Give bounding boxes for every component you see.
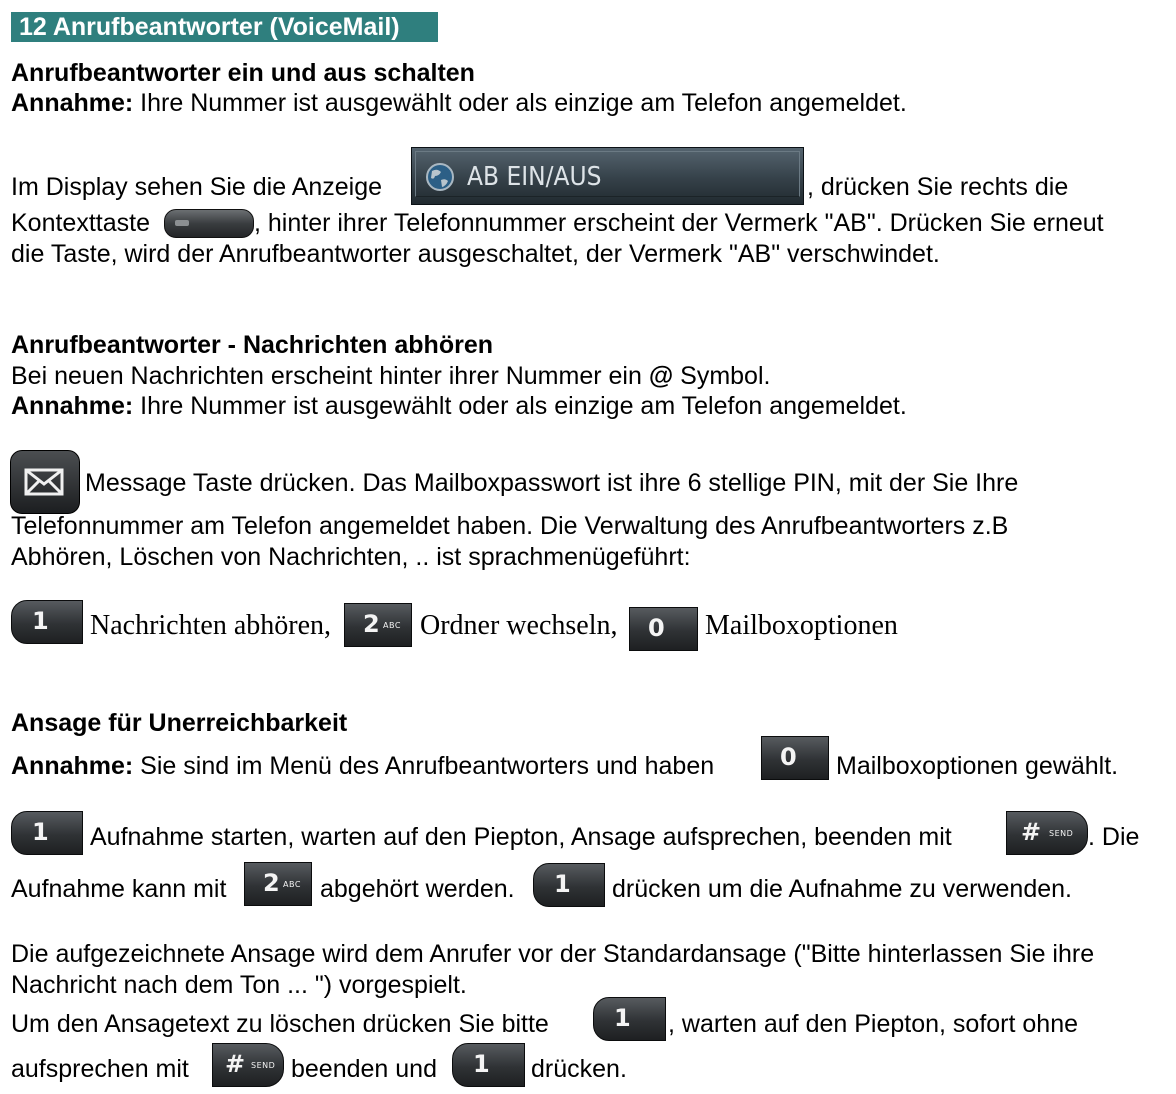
context-softkey[interactable] bbox=[164, 209, 254, 238]
option-1-text: Nachrichten abhören, bbox=[90, 610, 331, 641]
assumption-text: Ihre Nummer ist ausgewählt oder als einzige am Telefon angemeldet. bbox=[133, 392, 907, 420]
s2-new-messages bbox=[11, 361, 770, 391]
s2-title: Anrufbeantworter - Nachrichten abhören bbox=[11, 331, 493, 359]
played-line-1: Die aufgezeichnete Ansage wird dem Anrufer vor der Standardansage ("Bitte hinterlassen Sie ihre bbox=[11, 940, 1095, 968]
assumption-text: Sie sind im Menü des Anrufbeantworters und haben bbox=[133, 752, 715, 780]
option-2-text: Ordner wechseln, bbox=[420, 610, 618, 641]
s1-assumption bbox=[11, 88, 907, 118]
new-msg-post: Symbol. bbox=[673, 362, 771, 390]
new-msg-pre: Bei neuen Nachrichten erscheint hinter ihrer Nummer ein bbox=[11, 362, 649, 390]
message-key[interactable] bbox=[10, 450, 80, 514]
s1-line-end: die Taste, wird der Anrufbeantworter ausgeschaltet, der Vermerk "AB" verschwindet. bbox=[11, 240, 940, 268]
key-0[interactable]: 0 bbox=[761, 736, 829, 780]
key-0[interactable]: 0 bbox=[629, 607, 698, 651]
msg-line-1: Message Taste drücken. Das Mailboxpasswort ist ihre 6 stellige PIN, mit der Sie Ihre bbox=[85, 469, 1019, 497]
section-header: 12 Anrufbeantworter (VoiceMail) bbox=[11, 12, 438, 42]
s1-title: Anrufbeantworter ein und aus schalten bbox=[11, 59, 475, 87]
key-2[interactable]: 2 ABC bbox=[344, 603, 412, 647]
delete-pre-text: Um den Ansagetext zu löschen drücken Sie bitte bbox=[11, 1010, 549, 1038]
assumption-text: Ihre Nummer ist ausgewählt oder als einzige am Telefon angemeldet. bbox=[133, 89, 907, 117]
envelope-icon bbox=[24, 468, 64, 496]
listen-post-text: drücken um die Aufnahme zu verwenden. bbox=[612, 875, 1072, 903]
s3-assumption-post: Mailboxoptionen gewählt. bbox=[836, 752, 1119, 780]
display-post-text: , drücken Sie rechts die bbox=[807, 173, 1069, 201]
msg-line-2: Telefonnummer am Telefon angemeldet haben. Die Verwaltung des Anrufbeantworters z.B bbox=[11, 512, 1009, 540]
record-post-text: . Die bbox=[1088, 823, 1140, 851]
listen-mid-text: abgehört werden. bbox=[320, 875, 515, 903]
end-pre-text: aufsprechen mit bbox=[11, 1055, 189, 1083]
record-text: Aufnahme starten, warten auf den Piepton, Ansage aufsprechen, beenden mit bbox=[90, 823, 952, 851]
display-label-text: AB EIN/AUS bbox=[467, 162, 602, 192]
assumption-label: Annahme: bbox=[11, 752, 134, 780]
key-1[interactable]: 1 bbox=[11, 600, 83, 644]
s2-assumption bbox=[11, 391, 907, 421]
s3-title: Ansage für Unerreichbarkeit bbox=[11, 709, 348, 737]
played-line-2: Nachricht nach dem Ton ... ") vorgespielt. bbox=[11, 971, 467, 999]
display-pre-text: Im Display sehen Sie die Anzeige bbox=[11, 173, 383, 201]
option-3-text: Mailboxoptionen bbox=[705, 610, 898, 641]
end-post-text: drücken. bbox=[531, 1055, 627, 1083]
assumption-label: Annahme: bbox=[11, 392, 134, 420]
at-symbol: @ bbox=[648, 362, 674, 390]
context-post-text: , hinter ihrer Telefonnummer erscheint der Vermerk "AB". Drücken Sie erneut bbox=[254, 209, 1104, 237]
key-1[interactable]: 1 bbox=[452, 1043, 525, 1087]
context-pre-text: Kontexttaste bbox=[11, 209, 150, 237]
delete-post-text: , warten auf den Piepton, sofort ohne bbox=[668, 1010, 1078, 1038]
key-1[interactable]: 1 bbox=[593, 997, 666, 1041]
assumption-label: Annahme: bbox=[11, 89, 134, 117]
key-hash-send[interactable]: # SEND bbox=[1006, 811, 1088, 855]
key-1[interactable]: 1 bbox=[11, 811, 83, 855]
end-mid-text: beenden und bbox=[291, 1055, 437, 1083]
s3-assumption bbox=[11, 751, 714, 781]
display-softkey-label bbox=[411, 147, 804, 205]
key-hash-send[interactable]: # SEND bbox=[212, 1043, 284, 1087]
msg-line-3: Abhören, Löschen von Nachrichten, .. ist sprachmenügeführt: bbox=[11, 543, 691, 571]
globe-icon bbox=[425, 162, 455, 192]
key-1[interactable]: 1 bbox=[533, 863, 605, 907]
key-2[interactable]: 2 ABC bbox=[244, 862, 312, 906]
listen-pre-text: Aufnahme kann mit bbox=[11, 875, 227, 903]
